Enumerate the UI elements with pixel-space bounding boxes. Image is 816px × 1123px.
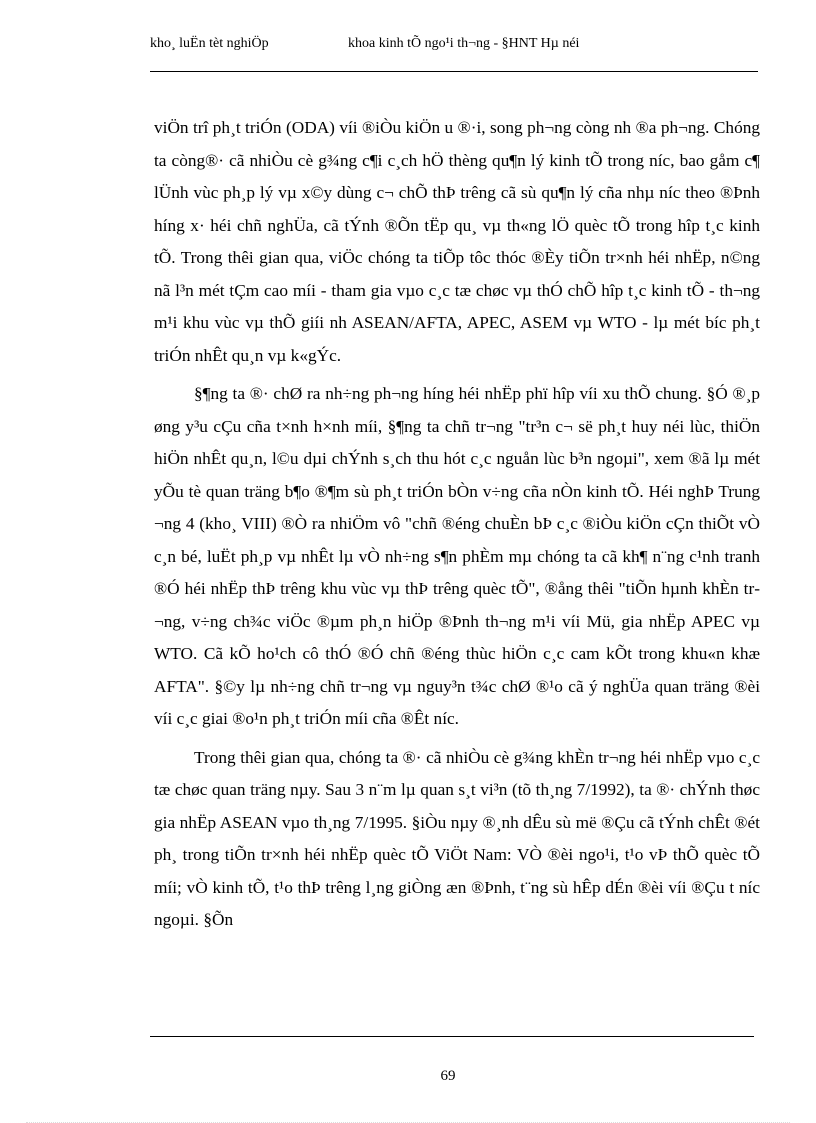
- header-thesis-label: kho¸ luËn tèt nghiÖp: [150, 36, 269, 51]
- body-text: [154, 112, 760, 937]
- paragraph-3: Trong thêi gian qua, chóng ta ®· cã nhiÒu cè g¾ng khÈn tr¬ng héi nhËp vµo c¸c tæ chøc quan träng nµy. Sau 3 n¨m lµ quan s¸t vi³n (tõ th¸ng 7/1992), ta ®· chÝnh thøc gia nhËp ASEAN vµo th¸ng 7/1995. §iÒu nµy ®¸nh dÊu sù më ®Çu cã tÝnh chÊt ®ét ph¸ trong tiÕn tr×nh héi nhËp quèc tÕ ViÖt Nam: VÒ ®èi ngo¹i, t¹o vÞ thÕ quèc tÕ míi; vÒ kinh tÕ, t¹o thÞ trêng l¸ng giÒng æn ®Þnh, t¨ng sù hÊp dÉn ®èi víi ®Çu t níc ngoµi. §Õn: [154, 747, 760, 929]
- page-number: 69: [440, 1068, 456, 1084]
- paragraph-1: viÖn trî ph¸t triÓn (ODA) víi ®iÒu kiÖn u ®·i, song ph¬ng còng nh ®a ph¬ng. Chóng ta còng®· cã nhiÒu cè g¾ng c¶i c¸ch hÖ thèng qu¶n lý kinh tÕ trong níc, bao gåm c¶ lÜnh vùc ph¸p lý vµ x©y dùng c¬ chÕ thÞ trêng cã sù qu¶n lý cña nhµ níc theo ®Þnh híng x· héi chñ nghÜa, cã tÝnh ®Õn tËp qu¸ vµ th«ng lÖ quèc tÕ trong hîp t¸c kinh tÕ. Trong thêi gian qua, viÖc chóng ta tiÕp tôc thóc ®Èy tiÕn tr×nh héi nhËp, n©ng nã l³n mét tÇm cao míi - tham gia vµo c¸c tæ chøc vµ thÓ chÕ hîp t¸c kinh tÕ - th¬ng m¹i khu vùc vµ thÕ giíi nh ASEAN/AFTA, APEC, ASEM vµ WTO - lµ mét bíc ph¸t triÓn nhÊt qu¸n vµ k«gÝc.: [154, 118, 760, 365]
- page-header: [150, 36, 758, 56]
- header-rule: [150, 71, 758, 72]
- footer-rule: [150, 1036, 754, 1037]
- paragraph-2: §¶ng ta ®· chØ ra nh÷ng ph¬ng híng héi nhËp phï hîp víi xu thÕ chung. §Ó ®¸p øng y³u cÇu cña t×nh h×nh míi, §¶ng ta chñ tr¬ng "tr³n c¬ së ph¸t huy néi lùc, thiÖn hiÖn nhÊt qu¸n, l©u dµi chÝnh s¸ch thu hót c¸c nguån lùc b³n ngoµi", xem ®ã lµ mét yÕu tè quan träng b¶o ®¶m sù ph¸t triÓn bÒn v÷ng cña nÒn kinh tÕ. Héi nghÞ Trung ¬ng 4 (kho¸ VIII) ®Ò ra nhiÖm vô "chñ ®éng chuÈn bÞ c¸c ®iÒu kiÖn cÇn thiÕt vÒ c¸n bé, luËt ph¸p vµ nhÊt lµ vÒ nh÷ng s¶n phÈm mµ chóng ta cã kh¶ n¨ng c¹nh tranh ®Ó héi nhËp thÞ trêng khu vùc vµ thÞ trêng quèc tÕ", ®ång thêi "tiÕn hµnh khÈn tr¬ng, v÷ng ch¾c viÖc ®µm ph¸n hiÖp ®Þnh th¬ng m¹i víi Mü, gia nhËp APEC vµ WTO. Cã kÕ ho¹ch cô thÓ ®Ó chñ ®éng thùc hiÖn c¸c cam kÕt trong khu«n khæ AFTA". §©y lµ nh÷ng chñ tr¬ng vµ nguy³n t¾c chØ ®¹o cã ý nghÜa quan träng ®èi víi c¸c giai ®o¹n ph¸t triÓn míi cña ®Êt níc.: [154, 384, 760, 728]
- header-faculty-label: khoa kinh tÕ ngo¹i th¬ng - §HNT Hµ néi: [348, 36, 580, 51]
